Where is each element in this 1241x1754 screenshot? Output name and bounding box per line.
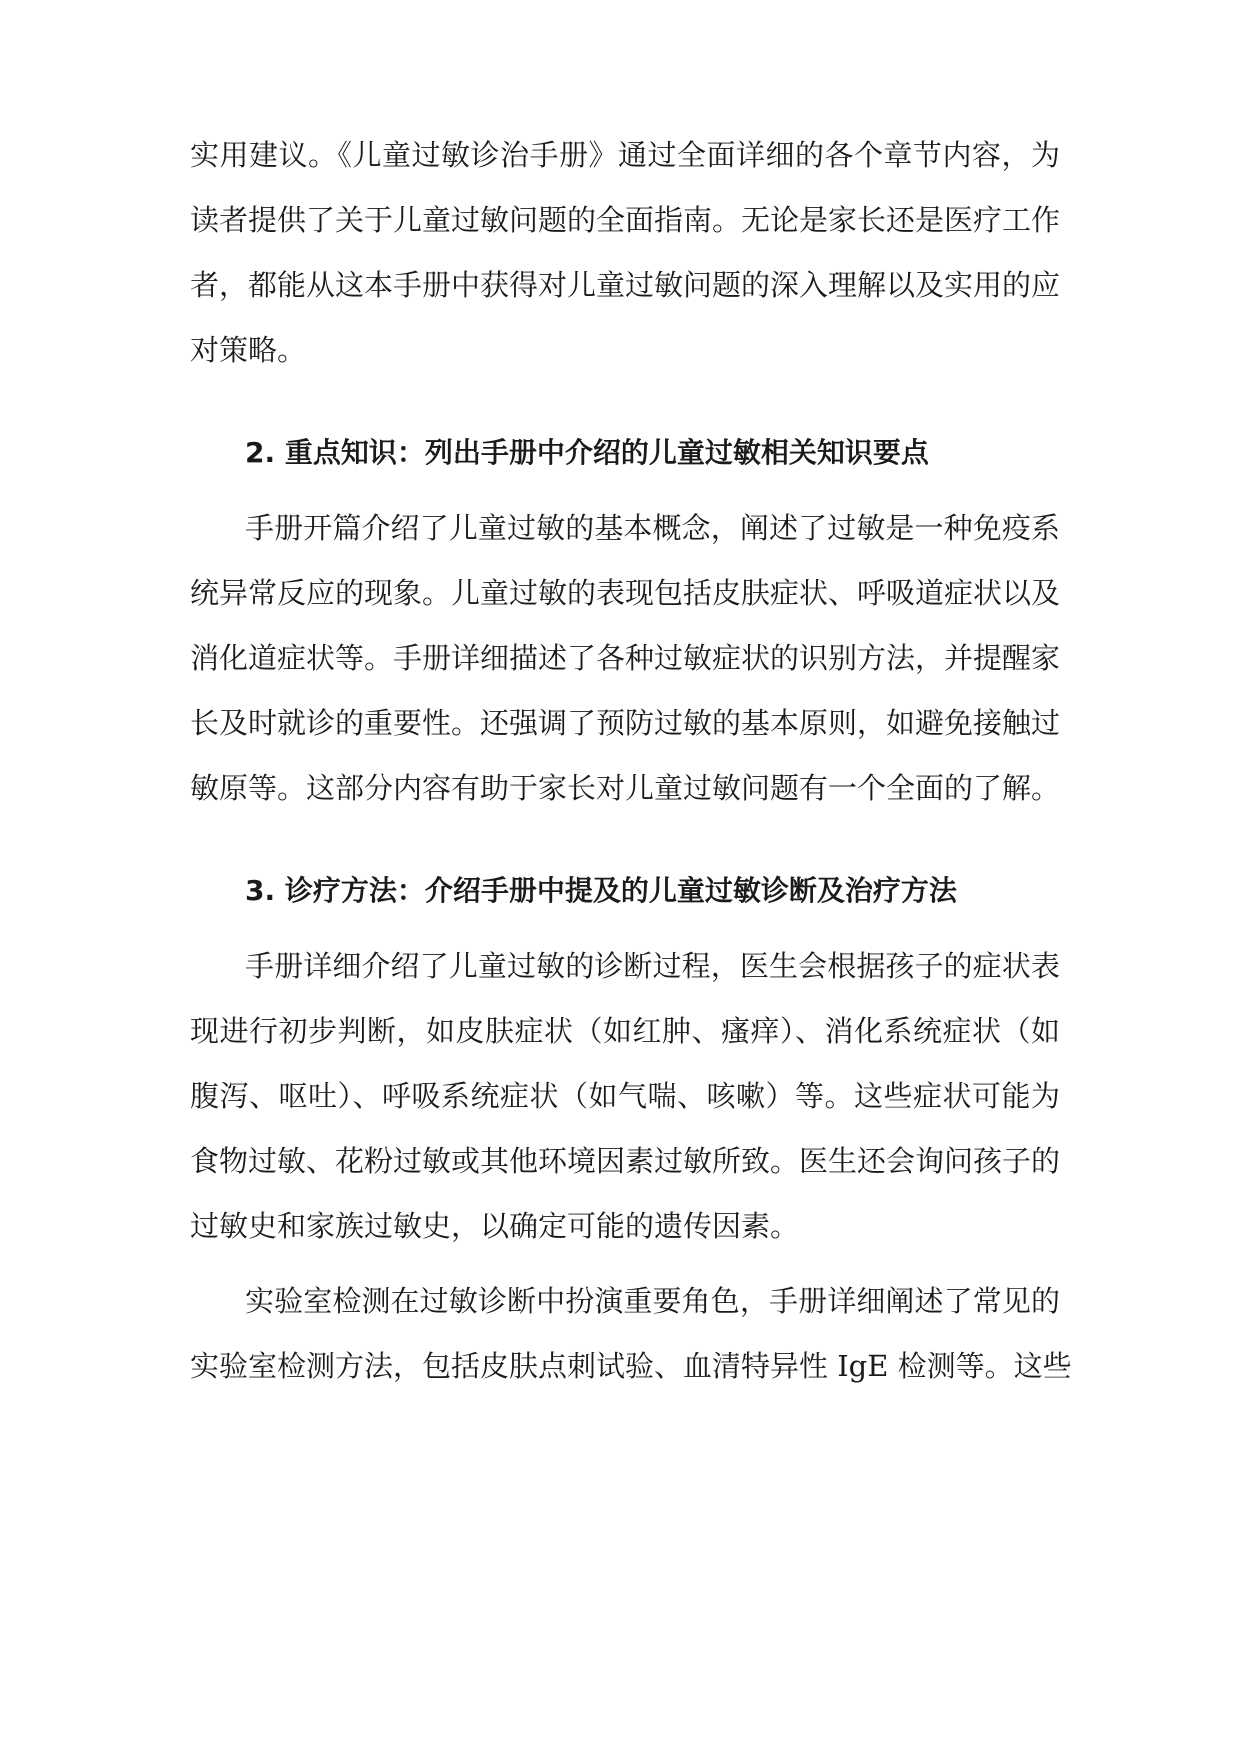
text-line: 手册开篇介绍了儿童过敏的基本概念，阐述了过敏是一种免疫系 [245,511,1060,545]
text-line: 实用建议。《儿童过敏诊治手册》通过全面详细的各个章节内容，为 [190,138,1060,172]
text-line: 者，都能从这本手册中获得对儿童过敏问题的深入理解以及实用的应 [190,268,1061,302]
text-line: 读者提供了关于儿童过敏问题的全面指南。无论是家长还是医疗工作 [190,203,1061,237]
text-line: 消化道症状等。手册详细描述了各种过敏症状的识别方法，并提醒家 [190,641,1061,675]
section-heading-diagnosis-treatment: 3. 诊疗方法：介绍手册中提及的儿童过敏诊断及治疗方法 [245,874,957,907]
text-line: 食物过敏、花粉过敏或其他环境因素过敏所致。医生还会询问孩子的 [190,1144,1061,1178]
text-line: 实验室检测在过敏诊断中扮演重要角色，手册详细阐述了常见的 [245,1284,1060,1318]
text-line: 手册详细介绍了儿童过敏的诊断过程，医生会根据孩子的症状表 [245,949,1060,983]
text-line: 腹泻、呕吐）、呼吸系统症状（如气喘、咳嗽）等。这些症状可能为 [190,1079,1060,1113]
text-line: 统异常反应的现象。儿童过敏的表现包括皮肤症状、呼吸道症状以及 [190,576,1061,610]
text-line: 长及时就诊的重要性。还强调了预防过敏的基本原则，如避免接触过 [190,706,1061,740]
text-line: 过敏史和家族过敏史，以确定可能的遗传因素。 [190,1209,800,1243]
text-line: 敏原等。这部分内容有助于家长对儿童过敏问题有一个全面的了解。 [190,771,1061,805]
text-line: 现进行初步判断，如皮肤症状（如红肿、瘙痒）、消化系统症状（如 [190,1014,1060,1048]
text-line: 对策略。 [190,333,307,367]
section-heading-key-knowledge: 2. 重点知识：列出手册中介绍的儿童过敏相关知识要点 [245,436,929,469]
text-line: 实验室检测方法，包括皮肤点刺试验、血清特异性 IgE 检测等。这些 [190,1349,1072,1383]
